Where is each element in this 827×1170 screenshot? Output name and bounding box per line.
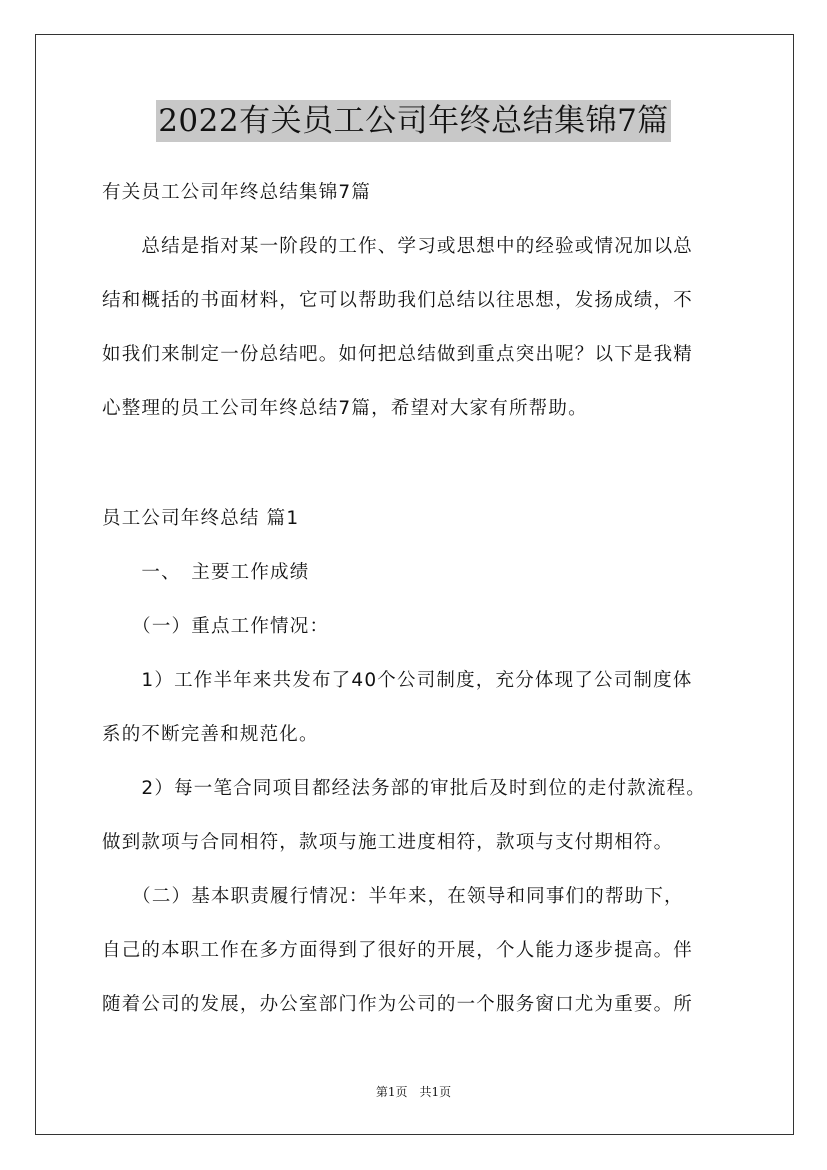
paragraph-line: 2）每一笔合同项目都经法务部的审批后及时到位的走付款流程。	[102, 778, 706, 799]
subsection-heading: 一、 主要工作成绩	[102, 562, 310, 583]
paragraph-line: 总结是指对某一阶段的工作、学习或思想中的经验或情况加以总	[102, 236, 694, 257]
paragraph-line: 结和概括的书面材料，它可以帮助我们总结以往思想，发扬成绩，不	[102, 290, 694, 311]
paragraph-line: 随着公司的发展，办公室部门作为公司的一个服务窗口尤为重要。所	[102, 994, 694, 1015]
page-number: 第1页 共1页	[375, 1085, 452, 1099]
paragraph-line: 1）工作半年来共发布了40个公司制度，充分体现了公司制度体	[102, 670, 693, 691]
section-heading: 员工公司年终总结 篇1	[102, 508, 300, 529]
paragraph-line: 做到款项与合同相符，款项与施工进度相符，款项与支付期相符。	[102, 832, 674, 853]
paragraph-line: 系的不断完善和规范化。	[102, 724, 319, 745]
subsection-heading: （一）重点工作情况：	[102, 616, 330, 637]
title-container	[0, 100, 827, 142]
paragraph-line: 如我们来制定一份总结吧。如何把总结做到重点突出呢？以下是我精	[102, 344, 694, 365]
paragraph-line: （二）基本职责履行情况：半年来，在领导和同事们的帮助下，	[102, 886, 684, 907]
document-title: 2022有关员工公司年终总结集锦7篇	[156, 100, 671, 142]
paragraph-line: 心整理的员工公司年终总结7篇，希望对大家有所帮助。	[102, 398, 588, 419]
subtitle-line: 有关员工公司年终总结集锦7篇	[102, 182, 372, 203]
paragraph-line: 自己的本职工作在多方面得到了很好的开展，个人能力逐步提高。伴	[102, 940, 694, 961]
